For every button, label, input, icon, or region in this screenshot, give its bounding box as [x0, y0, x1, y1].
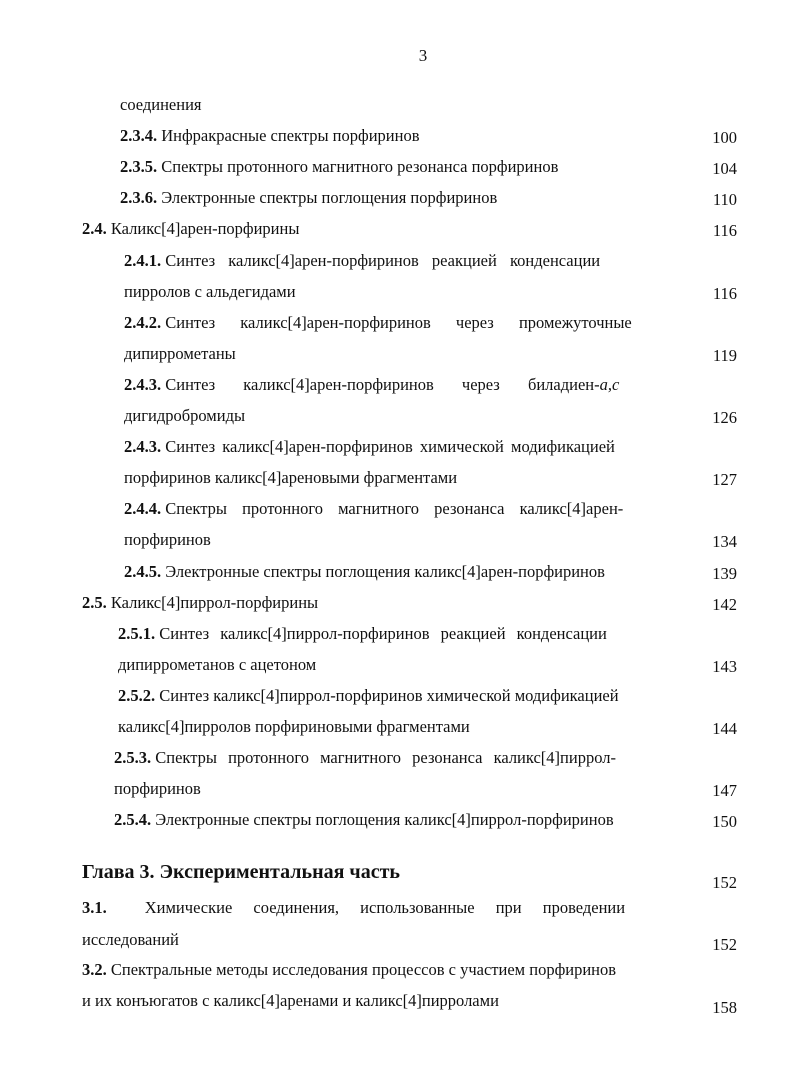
toc-page-number: 139 — [712, 564, 737, 583]
toc-entry-2-5: 2.5. Каликс[4]пиррол-порфирины — [82, 593, 319, 612]
toc-entry-2-4: 2.4. Каликс[4]арен-порфирины — [82, 219, 300, 238]
toc-entry-2-3-6: 2.3.6. Электронные спектры поглощения порфиринов — [120, 188, 498, 207]
toc-entry-2-5-4: 2.5.4. Электронные спектры поглощения каликс[4]пиррол-порфиринов — [114, 810, 614, 829]
toc-page-number: 126 — [712, 408, 737, 427]
toc-page-number: 143 — [712, 657, 737, 676]
page-number: 3 — [418, 46, 428, 65]
chapter-title: Глава 3. Экспериментальная часть — [82, 861, 400, 883]
toc-entry-2-4-4: 2.4.4. Спектры протонного магнитного резонанса каликс[4]арен- — [124, 499, 624, 518]
toc-entry-2-5-3: 2.5.3. Спектры протонного магнитного резонанса каликс[4]пиррол- — [114, 748, 616, 767]
toc-entry-2-5-2: 2.5.2. Синтез каликс[4]пиррол-порфиринов химической модификацией — [118, 686, 619, 705]
toc-entry-2-3-4: 2.3.4. Инфракрасные спектры порфиринов — [120, 126, 420, 145]
toc-page-number: 116 — [712, 221, 737, 240]
toc-entry-2-4-1: 2.4.1. Синтез каликс[4]арен-порфиринов реакцией конденсации — [124, 251, 601, 270]
toc-entry-2-3-5: 2.3.5. Спектры протонного магнитного резонанса порфиринов — [120, 157, 559, 176]
toc-page-number: 144 — [712, 719, 737, 738]
toc-page-number: 100 — [712, 128, 737, 147]
toc-entry-continuation: исследований — [82, 930, 179, 949]
toc-entry-continuation: дипиррометаны — [124, 344, 236, 363]
toc-page-number: 152 — [712, 873, 737, 892]
toc-entry-continuation: порфиринов каликс[4]ареновыми фрагментами — [124, 468, 458, 487]
toc-entry-3-2: 3.2. Спектральные методы исследования процессов с участием порфиринов — [82, 960, 617, 979]
toc-page-number: 142 — [712, 595, 737, 614]
toc-page-number: 116 — [712, 284, 737, 303]
toc-page-number: 104 — [712, 159, 737, 178]
toc-entry-continuation: и их конъюгатов с каликс[4]аренами и каликс[4]пирролами — [82, 991, 499, 1010]
toc-line: соединения — [120, 95, 202, 114]
toc-page-number: 147 — [712, 781, 737, 800]
toc-entry-2-4-5: 2.4.5. Электронные спектры поглощения каликс[4]арен-порфиринов — [124, 562, 605, 581]
toc-page-number: 158 — [712, 998, 737, 1017]
toc-page-number: 150 — [712, 812, 737, 831]
toc-entry-continuation: порфиринов — [114, 779, 201, 798]
toc-page-number: 134 — [712, 532, 737, 551]
toc-page-number: 127 — [712, 470, 737, 489]
toc-entry-continuation: каликс[4]пирролов порфириновыми фрагментами — [118, 717, 470, 736]
toc-entry-2-5-1: 2.5.1. Синтез каликс[4]пиррол-порфиринов реакцией конденсации — [118, 624, 607, 643]
toc-entry-3-1: 3.1. Химические соединения, использованные при проведении — [82, 898, 626, 917]
toc-entry-continuation: дипиррометанов с ацетоном — [118, 655, 317, 674]
toc-entry-2-4-3b: 2.4.3. Синтез каликс[4]арен-порфиринов химической модификацией — [124, 437, 615, 456]
toc-entry-2-4-3: 2.4.3. Синтез каликс[4]арен-порфиринов через биладиен-a,c — [124, 375, 620, 394]
toc-entry-continuation: дигидробромиды — [124, 406, 246, 425]
toc-entry-2-4-2: 2.4.2. Синтез каликс[4]арен-порфиринов через промежуточные — [124, 313, 632, 332]
toc-page-number: 110 — [712, 190, 737, 209]
toc-entry-continuation: пирролов с альдегидами — [124, 282, 296, 301]
toc-page-number: 119 — [712, 346, 737, 365]
toc-entry-continuation: порфиринов — [124, 530, 211, 549]
toc-page-number: 152 — [712, 935, 737, 954]
